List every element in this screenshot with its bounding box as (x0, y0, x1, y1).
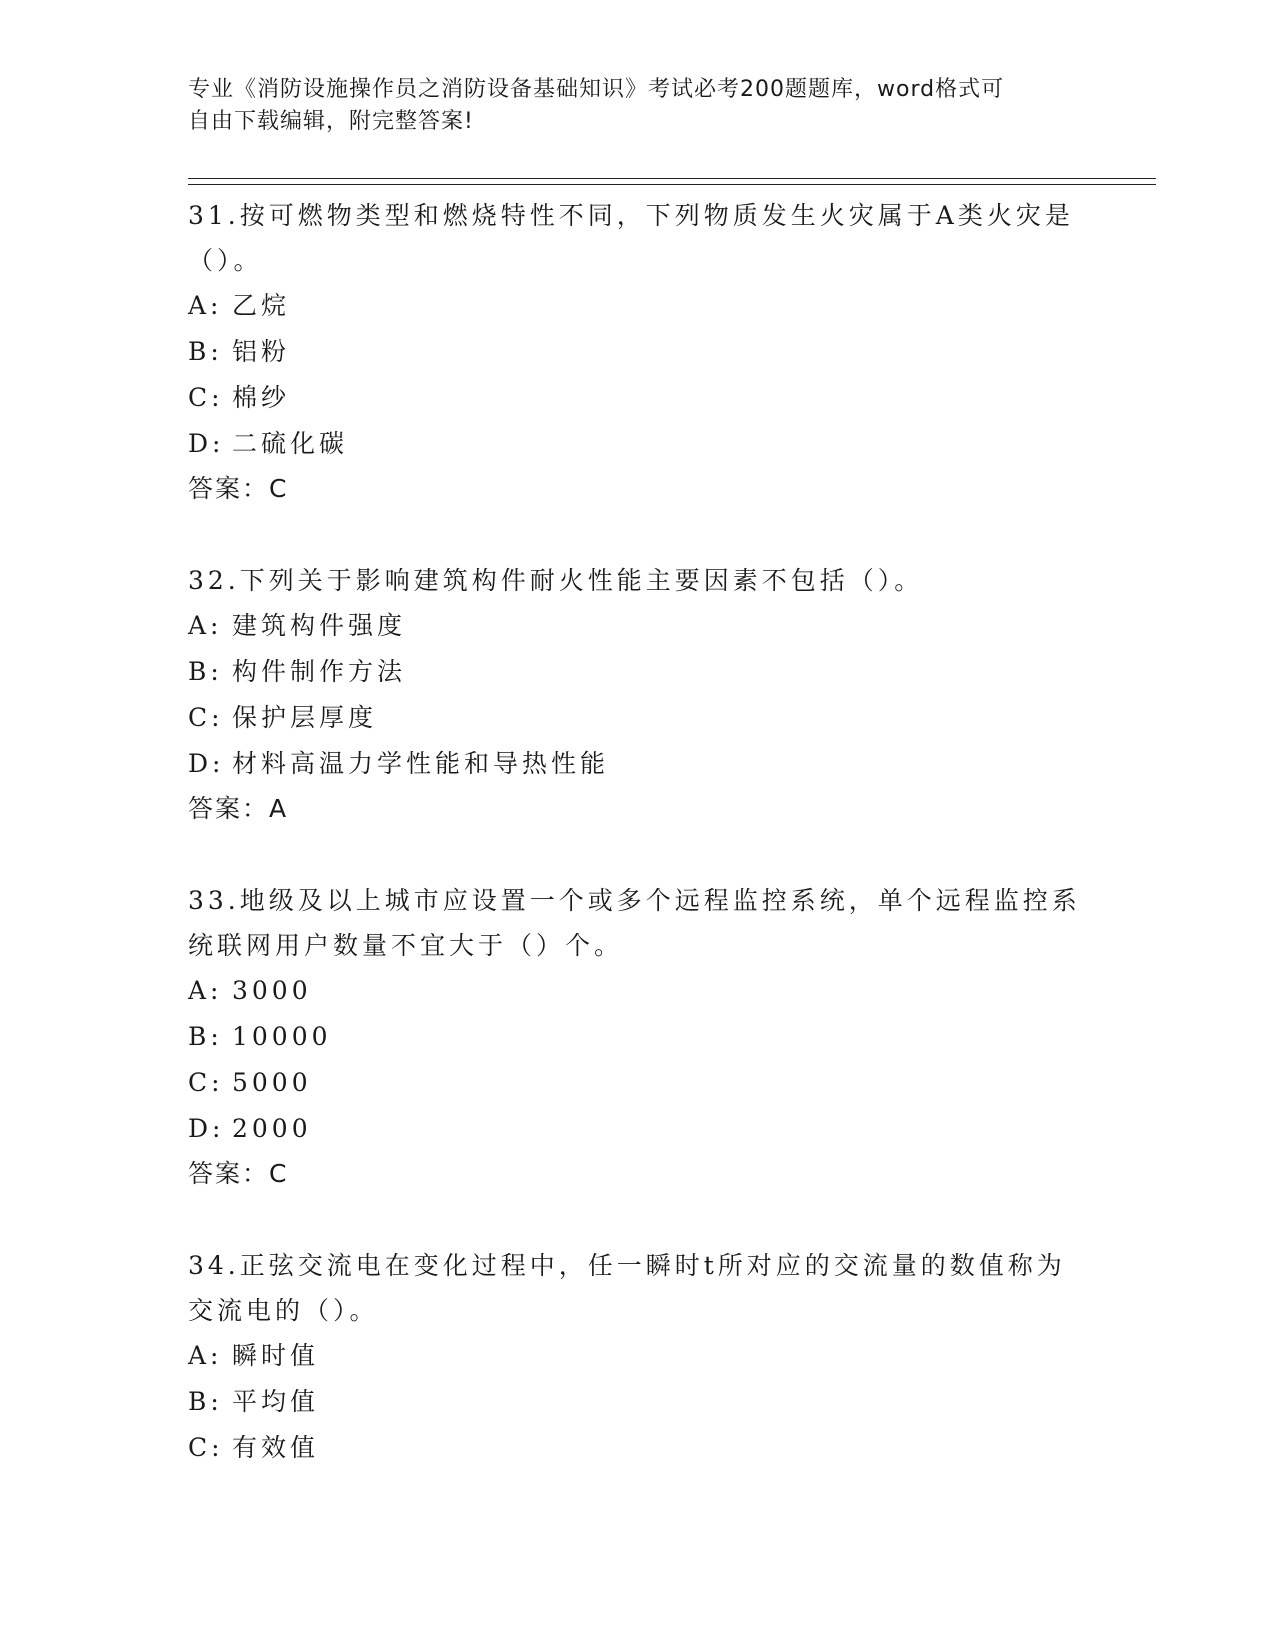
question-33 (188, 878, 1088, 1196)
option-c (188, 1060, 1088, 1106)
question-text-line: 31.按可燃物类型和燃烧特性不同，下列物质发生火灾属于A类火灾是 (188, 201, 1074, 230)
question-text (188, 558, 1088, 603)
header-line-1: 专业《消防设施操作员之消防设备基础知识》考试必考200题题库，word格式可 (188, 77, 1005, 102)
option-text: 有效值 (232, 1433, 320, 1462)
question-32 (188, 558, 1088, 831)
option-text: 5000 (232, 1068, 312, 1097)
option-key: D: (188, 429, 225, 458)
document-header (188, 74, 1088, 138)
option-text: 铝粉 (232, 337, 291, 366)
option-b (188, 649, 1088, 695)
question-text-line: （）。 (188, 246, 263, 275)
question-text-line: 统联网用户数量不宜大于（）个。 (188, 931, 624, 960)
question-text-line: 34.正弦交流电在变化过程中，任一瞬时t所对应的交流量的数值称为 (188, 1251, 1066, 1280)
option-a (188, 603, 1088, 649)
question-31 (188, 193, 1088, 511)
option-text: 平均值 (232, 1387, 320, 1416)
option-key: A: (188, 1341, 223, 1370)
option-key: B: (188, 337, 223, 366)
option-d (188, 1106, 1088, 1152)
option-a (188, 1333, 1088, 1379)
option-a (188, 283, 1088, 329)
option-key: B: (188, 657, 223, 686)
option-text: 保护层厚度 (232, 703, 378, 732)
option-key: A: (188, 291, 223, 320)
option-key: A: (188, 611, 223, 640)
header-divider-bottom (188, 184, 1156, 185)
option-text: 建筑构件强度 (232, 611, 407, 640)
question-text (188, 193, 1088, 283)
option-key: D: (188, 1114, 225, 1143)
option-text: 2000 (232, 1114, 312, 1143)
option-key: C: (188, 1433, 224, 1462)
answer-line: 答案：A (188, 794, 289, 823)
option-d (188, 421, 1088, 467)
question-list (188, 193, 1088, 1518)
option-key: A: (188, 976, 223, 1005)
option-key: B: (188, 1022, 223, 1051)
option-b (188, 1014, 1088, 1060)
header-divider-top (188, 178, 1156, 179)
option-key: C: (188, 383, 224, 412)
option-c (188, 695, 1088, 741)
question-34 (188, 1243, 1088, 1471)
option-key: C: (188, 703, 224, 732)
option-text: 材料高温力学性能和导热性能 (232, 749, 610, 778)
option-text: 10000 (232, 1022, 332, 1051)
option-c (188, 1425, 1088, 1471)
answer-line: 答案：C (188, 1159, 289, 1188)
option-text: 构件制作方法 (232, 657, 407, 686)
option-text: 瞬时值 (232, 1341, 320, 1370)
option-b (188, 329, 1088, 375)
option-key: C: (188, 1068, 224, 1097)
option-a (188, 968, 1088, 1014)
question-text-line: 33.地级及以上城市应设置一个或多个远程监控系统，单个远程监控系 (188, 886, 1081, 915)
option-b (188, 1379, 1088, 1425)
option-text: 棉纱 (232, 383, 291, 412)
question-text-line: 交流电的（）。 (188, 1296, 379, 1325)
option-d (188, 741, 1088, 787)
answer-line: 答案：C (188, 474, 289, 503)
option-text: 二硫化碳 (232, 429, 349, 458)
question-text (188, 878, 1088, 968)
option-c (188, 375, 1088, 421)
header-line-2: 自由下载编辑，附完整答案! (188, 109, 474, 134)
question-text (188, 1243, 1088, 1333)
option-key: B: (188, 1387, 223, 1416)
question-text-line: 32.下列关于影响建筑构件耐火性能主要因素不包括（）。 (188, 566, 924, 595)
option-text: 乙烷 (232, 291, 291, 320)
option-text: 3000 (232, 976, 312, 1005)
option-key: D: (188, 749, 225, 778)
